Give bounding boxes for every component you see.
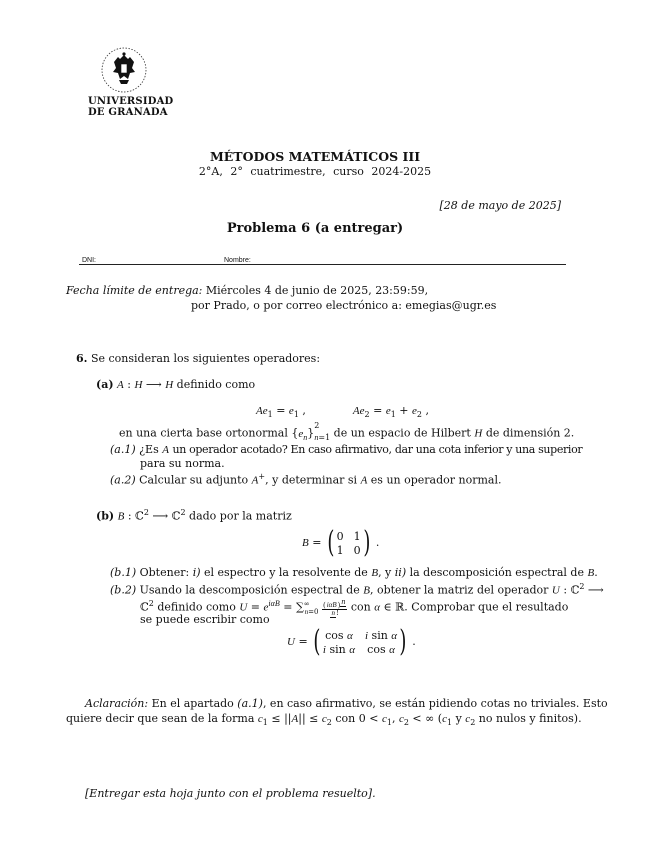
item-a1-label: (a.1) [110, 443, 136, 456]
part-a-basis: en una cierta base ortonormal $\{e_n\}^2_{n=1}$ de un espacio de Hilbert H de dimensión 2. [119, 421, 575, 442]
deadline-line1 [66, 284, 428, 297]
deadline-label: Fecha límite de entrega: [66, 284, 203, 297]
university-name-line2: DE GRANADA [88, 107, 168, 118]
b1-d: la descomposición espectral de [409, 566, 584, 579]
basis-post: de un espacio de Hilbert [333, 426, 471, 440]
course-title: MÉTODOS MATEMÁTICOS III [209, 149, 421, 164]
note-l2d: y [455, 712, 462, 725]
footer-instruction: [Entregar esta hoja junto con el problema resuelto]. [85, 787, 376, 800]
exercise-intro-text: Se consideran los siguientes operadores: [90, 352, 321, 365]
part-b-label: (b) [96, 509, 115, 523]
deadline-line2: por Prado, o por correo electrónico a: emegias@ugr.es [191, 299, 497, 312]
matrix-u: U = ( cos α i sin α i sin α cos α ) . [287, 624, 416, 659]
b2-l2a: definido como [157, 600, 236, 614]
note-line2: quiere decir que sean de la forma $c_1 \le ||A|| \le c_2$ con $0 < c_1$, $c_2$ < ∞ ($c_1$ y $c_2$ no nulos y finitos). [66, 712, 582, 728]
item-b2-label: (b.2) [110, 583, 137, 597]
course-subtitle [0, 165, 630, 178]
a1-text-a: ¿Es [139, 443, 159, 456]
item-b2-line3: se puede escribir como [140, 613, 270, 626]
course-term: 2° cuatrimestre, [230, 165, 326, 178]
name-rule [79, 264, 566, 265]
university-seal-logo [100, 46, 148, 94]
basis-end: de dimensión 2. [485, 426, 575, 440]
deadline-datetime: Miércoles 4 de junio de 2025, 23:59:59, [205, 284, 429, 297]
note-l1c: , en caso afirmativo, se están pidiendo cotas no triviales. Esto [262, 697, 608, 710]
item-b1-label: (b.1) [110, 566, 137, 579]
part-b-definition: (b) B : ℂ$^2$ ⟶ ℂ$^2$ dado por la matriz [96, 508, 292, 523]
course-year: curso 2024-2025 [333, 165, 432, 178]
item-a2: (a.2) Calcular su adjunto A+, y determinar si A es un operador normal. [110, 472, 502, 487]
part-b-tail: dado por la matriz [189, 509, 292, 523]
nombre-label: Nombre: [224, 257, 251, 264]
exercise-number: 6. [76, 352, 88, 365]
item-b1: (b.1) Obtener: i) el espectro y la resolvente de B, y ii) la descomposición espectral de B. [110, 566, 598, 579]
item-a1-line2: para su norma. [140, 457, 225, 470]
dni-label: DNI: [82, 257, 96, 264]
note-l2e: no nulos y finitos). [478, 712, 582, 725]
note-l1b: (a.1) [237, 697, 263, 710]
b1-a: Obtener: [139, 566, 190, 579]
item-a1-line1: (a.1) ¿Es A un operador acotado? En caso afirmativo, dar una cota inferior y una superior [110, 443, 583, 456]
item-a2-label: (a.2) [110, 473, 136, 487]
a2-text-c: es un operador normal. [370, 473, 502, 487]
note-l1a: En el apartado [151, 697, 234, 710]
note-l2c: ( [437, 712, 443, 725]
b2-l2c: . Comprobar que el resultado [404, 600, 569, 614]
a2-text-a: Calcular su adjunto [139, 473, 249, 487]
note-line1 [85, 697, 608, 710]
b1-ii: ii) [394, 566, 407, 579]
note-label: Aclaración: [85, 697, 149, 710]
b1-b: el espectro y la resolvente de [204, 566, 368, 579]
exercise-intro [76, 352, 320, 365]
part-a-math: A [117, 379, 124, 391]
basis-pre: en una cierta base ortonormal [119, 426, 288, 440]
problem-title: Problema 6 (a entregar) [226, 221, 404, 236]
date: [28 de mayo de 2025] [439, 199, 561, 212]
b2-l2b: con [350, 600, 371, 614]
item-b2-line1: (b.2) Usando la descomposición espectral de B, obtener la matriz del operador U : ℂ$^2$ ⟶ [110, 582, 604, 597]
part-a-tail: definido como [176, 378, 256, 391]
part-a-definition: (a) A : H ⟶ H definido como [96, 378, 256, 391]
course-group: 2°A, [198, 165, 223, 178]
a2-text-b: , y determinar si [265, 473, 358, 487]
note-l2a: quiere decir que sean de la forma [66, 712, 255, 725]
b2-l1b: , obtener la matriz del operador [369, 583, 549, 597]
part-a-equations: $Ae_1 = e_1$ , $Ae_2 = e_1 + e_2$ , [256, 404, 430, 420]
university-name-line1: UNIVERSIDAD [88, 96, 174, 107]
matrix-b: B = ( 0 1 1 0 ) . [302, 525, 380, 560]
b1-c: , y [378, 566, 392, 579]
b1-i: i) [192, 566, 201, 579]
a1-text-b: un operador acotado? En caso afirmativo, dar una cota inferior y una superior [172, 443, 583, 456]
b2-l1a: Usando la descomposición espectral de [139, 583, 360, 597]
part-a-label: (a) [96, 378, 114, 391]
note-l2b: con [335, 712, 356, 725]
item-b2-line2: ℂ$^2$ definido como $U = e^{i\alpha B} = \sum^\infty_{n=0}$ $\frac{(i\alpha B)^n}{n!}$ con α ∈ ℝ. Comprobar que el resultado [140, 597, 569, 618]
